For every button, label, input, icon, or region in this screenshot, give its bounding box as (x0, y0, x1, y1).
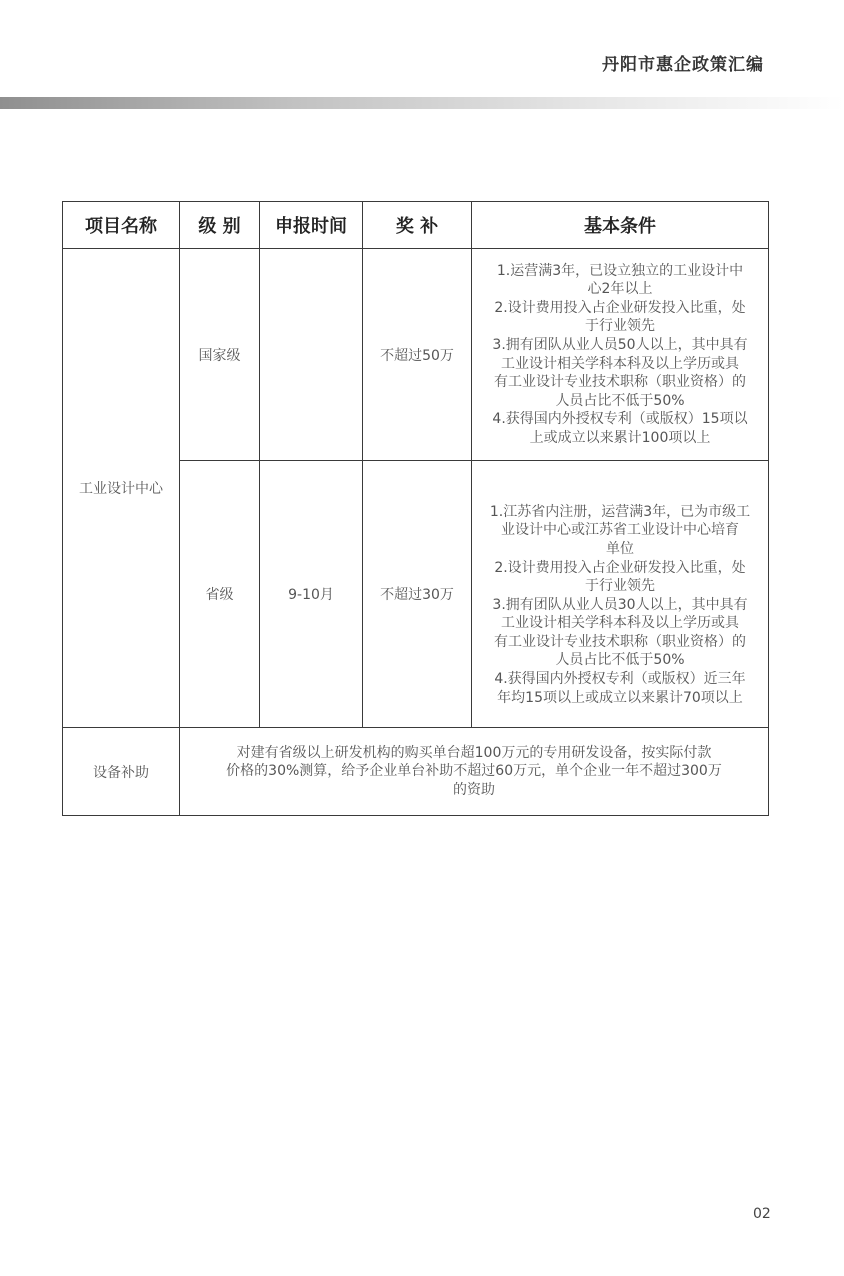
condition-line: 业设计中心或江苏省工业设计中心培育 (501, 522, 739, 539)
condition-line: 2.设计费用投入占企业研发投入比重，处 (494, 299, 746, 316)
condition-line: 心2年以上 (587, 281, 653, 298)
header-level: 级 别 (180, 202, 260, 249)
condition-line: 于行业领先 (585, 578, 655, 595)
condition-line: 工业设计相关学科本科及以上学历或具 (501, 355, 739, 372)
condition-line: 2.设计费用投入占企业研发投入比重，处 (494, 559, 746, 576)
table-row (63, 249, 769, 461)
time-cell: 9-10月 (260, 461, 363, 728)
project-name-cell: 工业设计中心 (63, 249, 180, 728)
page-number: 02 (753, 1206, 771, 1222)
condition-line: 4.获得国内外授权专利（或版权）15项以 (492, 411, 748, 428)
level-cell: 省级 (180, 461, 260, 728)
conditions-cell (472, 249, 769, 461)
header-gradient-bar (0, 97, 844, 109)
equipment-description-cell (180, 728, 769, 816)
condition-line: 人员占比不低于50% (555, 652, 685, 669)
condition-line: 于行业领先 (585, 318, 655, 335)
equipment-name-cell: 设备补助 (63, 728, 180, 816)
conditions-cell (472, 461, 769, 728)
condition-line: 1.运营满3年，已设立独立的工业设计中 (496, 262, 744, 279)
condition-line: 年均15项以上或成立以来累计70项以上 (497, 689, 743, 706)
equipment-line: 对建有省级以上研发机构的购买单台超100万元的专用研发设备，按实际付款 (236, 744, 712, 761)
table-header-row (63, 202, 769, 249)
award-cell: 不超过30万 (363, 461, 472, 728)
table-row (63, 728, 769, 816)
condition-line: 有工业设计专业技术职称（职业资格）的 (494, 374, 746, 391)
condition-line: 1.江苏省内注册，运营满3年，已为市级工 (489, 503, 751, 520)
header-conditions: 基本条件 (472, 202, 769, 249)
condition-line: 单位 (606, 540, 634, 557)
header-project-name: 项目名称 (63, 202, 180, 249)
condition-line: 工业设计相关学科本科及以上学历或具 (501, 615, 739, 632)
award-cell: 不超过50万 (363, 249, 472, 461)
condition-line: 3.拥有团队从业人员30人以上，其中具有 (492, 596, 748, 613)
condition-line: 3.拥有团队从业人员50人以上，其中具有 (492, 336, 748, 353)
header-award: 奖 补 (363, 202, 472, 249)
time-cell (260, 249, 363, 461)
equipment-line: 价格的30%测算，给予企业单台补助不超过60万元，单个企业一年不超过300万 (226, 763, 722, 780)
condition-line: 4.获得国内外授权专利（或版权）近三年 (494, 671, 746, 688)
document-title: 丹阳市惠企政策汇编 (602, 55, 764, 75)
condition-line: 上或成立以来累计100项以上 (529, 429, 711, 446)
condition-line: 有工业设计专业技术职称（职业资格）的 (494, 633, 746, 650)
header-time: 申报时间 (260, 202, 363, 249)
condition-line: 人员占比不低于50% (555, 392, 685, 409)
equipment-line: 的资助 (453, 781, 495, 798)
policy-table (62, 201, 769, 816)
level-cell: 国家级 (180, 249, 260, 461)
